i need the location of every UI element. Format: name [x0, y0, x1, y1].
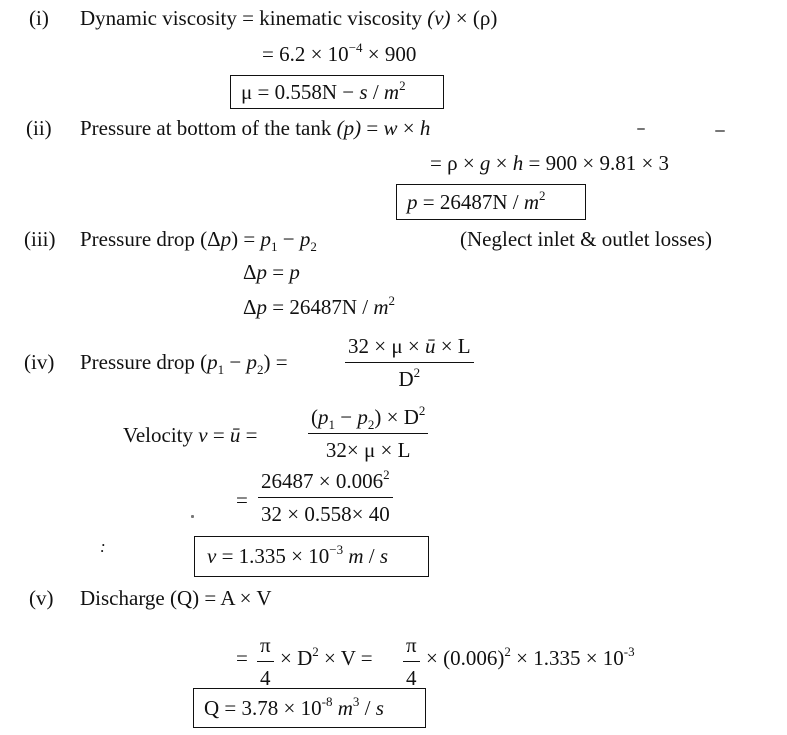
scan-mark: : — [100, 537, 106, 556]
pressure-unit-exp: 2 — [539, 188, 546, 203]
velocity-sub-eq: = — [236, 488, 248, 512]
pressure-drop-unit-m: m — [373, 295, 389, 319]
pressure-unit-n: N — [492, 190, 508, 214]
pressure-drop-title-iv: Pressure drop — [80, 350, 195, 374]
q-symbol: Q — [204, 696, 220, 720]
mu-unit-exp: 2 — [399, 78, 406, 93]
part-ii-line2: = ρ × g × h = 900 × 9.81 × 3 — [430, 151, 670, 175]
discharge-eq2-rest: × $(0.006)^2 \times 1.335 \times 10^{-3}$ — [426, 644, 635, 670]
diameter-value: (0.006) — [443, 646, 505, 670]
velocity-num-value: 1.335 — [533, 646, 581, 670]
velocity-denominator: 32× μ × L — [325, 438, 411, 462]
discharge-result: $Q = 3.78 \times 10^{-8}$ $m^3$ / s — [204, 694, 384, 720]
pressure-result: $p = 26487N / m^2$ — [407, 188, 546, 214]
rho-value: 900 — [545, 151, 578, 175]
label-ii: (ii) — [26, 116, 52, 140]
velocity-sub-numerator: $26487 \times 0.006^2$ — [258, 469, 393, 498]
h-value: 3 — [658, 151, 670, 175]
rho-sym: ρ — [447, 151, 458, 175]
part-i-line1: Dynamic viscosity = kinematic viscosity (v) × (ρ) — [80, 6, 498, 30]
discharge-unit-exp: 3 — [352, 694, 360, 709]
pressure-unit-m: m — [523, 190, 540, 214]
label-i: (i) — [29, 6, 49, 30]
discharge-exp: -8 — [321, 694, 333, 709]
velocity-numerator: $(p_1 - p_2) \times D^2$ — [308, 405, 428, 434]
pressure-value: 26487 — [439, 190, 493, 214]
p-sym-result: p — [407, 190, 418, 214]
velocity-label: Velocity — [123, 423, 193, 447]
pressure-drop-value: 26487 — [289, 295, 342, 319]
scan-speck — [715, 130, 725, 132]
velocity-value: 1.335 — [238, 544, 286, 568]
kinematic-viscosity-text: kinematic viscosity — [259, 6, 422, 30]
hagen-poiseuille-fraction — [345, 334, 474, 392]
pressure-drop-unit-exp: 2 — [388, 293, 396, 308]
mu-unit-n: N — [321, 80, 338, 104]
velocity-exp: −3 — [329, 542, 344, 557]
pressure-bottom-title: Pressure at bottom of the tank — [80, 116, 332, 140]
part-iii-line3: $\Delta p = 26487N / m^2$ — [243, 293, 396, 319]
nu-symbol: (v) — [427, 6, 451, 30]
discharge-eq1-rest: × $D^2 \times V$ = — [280, 644, 373, 670]
neglect-note: (Neglect inlet & outlet losses) — [460, 227, 712, 251]
velocity-unit-s: s — [379, 544, 389, 568]
velocity-symbol: V — [256, 586, 272, 610]
pi-over-4-b: $\frac{\pi}{4}$ — [403, 633, 420, 691]
mu-value: 0.558 — [274, 80, 322, 104]
velocity-sub-denominator: 32 × 0.558× 40 — [261, 502, 390, 526]
mu-result: $\mu = 0.558N - s / m^2$ — [241, 78, 406, 104]
area-symbol: A — [220, 586, 235, 610]
part-ii-line1: Pressure at bottom of the tank (p) = w × h — [80, 116, 431, 140]
g-sym: g — [479, 151, 491, 175]
label-iii: (iii) — [24, 227, 56, 251]
h-sym: h — [512, 151, 524, 175]
discharge-unit-s: s — [375, 696, 384, 720]
discharge-title: Discharge (Q) — [80, 586, 200, 610]
kinematic-viscosity-exp: −4 — [348, 40, 363, 55]
pi-over-4-a: $\frac{\pi}{4}$ — [257, 633, 274, 691]
scan-speck — [191, 515, 194, 518]
pressure-drop-title: Pressure drop — [80, 227, 195, 251]
mu-unit-m: m — [383, 80, 400, 104]
part-i-line2: = $6.2 \times 10^{-4} \times 900$ — [262, 40, 417, 66]
mu-unit-s: s — [359, 80, 368, 104]
kinematic-viscosity-value: 6.2 — [279, 42, 306, 66]
label-iv: (iv) — [24, 350, 55, 374]
density-value: 900 — [384, 42, 417, 66]
velocity-fraction — [308, 405, 428, 463]
hp-numerator: 32 × μ × ū × L — [345, 334, 474, 363]
discharge-value: 3.78 — [241, 696, 279, 720]
g-value: 9.81 — [599, 151, 637, 175]
discharge-unit-m: m — [337, 696, 353, 720]
velocity-substituted-fraction — [258, 469, 393, 527]
velocity-result: $v = 1.335 \times 10^{-3}$ m / s — [207, 542, 389, 568]
velocity-lhs: Velocity v = ū = — [123, 423, 258, 447]
velocity-unit-m: m — [348, 544, 364, 568]
pressure-drop-unit-n: N — [341, 295, 358, 319]
part-iii-line1: Pressure drop $(\Delta p) = p_1 - p_2$ — [80, 227, 317, 254]
label-v: (v) — [29, 586, 54, 610]
hp-denominator: $D^2$ — [398, 365, 421, 391]
scan-speck — [637, 128, 645, 130]
discharge-line: Discharge (Q) = A × V — [80, 586, 272, 610]
part-iv-lhs: Pressure drop $(p_1 - p_2)$ = — [80, 350, 288, 377]
w-symbol: w — [383, 116, 398, 140]
p-symbol: (p) — [336, 116, 362, 140]
part-iii-line2: Δp = p — [243, 260, 300, 284]
h-symbol: h — [419, 116, 431, 140]
discharge-eq1: = — [236, 646, 248, 670]
dynamic-viscosity-title: Dynamic viscosity — [80, 6, 237, 30]
rho-symbol: (ρ) — [472, 6, 498, 30]
